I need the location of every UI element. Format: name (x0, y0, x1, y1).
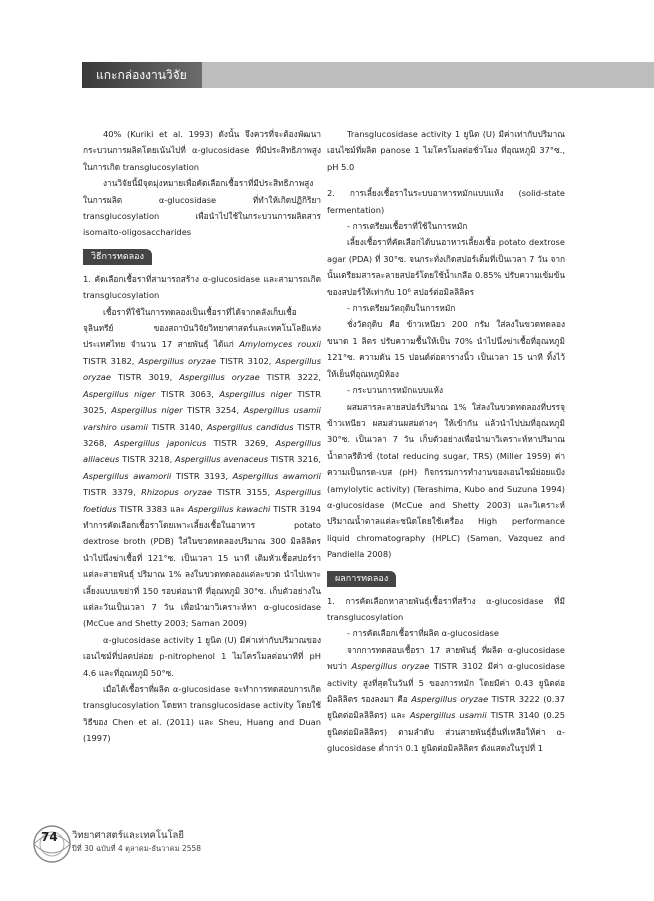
journal-title: วิทยาศาสตร์และเทคโนโลยี (72, 830, 184, 841)
paragraph-results: จากการทดสอบเชื้อรา 17 สายพันธุ์ ที่ผลิต α-glucosidase พบว่า Aspergillus oryzae TISTR 3102 มีค่า α-glucosidase activity สูงที่สุดในวันที่ 5 ของการหมัก โดยมีค่า 0.43 ยูนิตต่อมิลลิลิตร รองลงมา คือ Aspergillus oryzae TISTR 3222 (0.37 ยูนิตต่อมิลลิลิตร) และ Aspergillus usamii TISTR 3140 (0.25 ยูนิตต่อมิลลิลิตร) ตามลำดับ ส่วนสายพันธุ์อื่นที่เหลือให้ค่า α-glucosidase ต่ำกว่า 0.1 ยูนิตต่อมิลลิลิตร ดังแสดงในรูปที่ 1 (327, 644, 566, 754)
journal-logo-icon (30, 822, 74, 866)
right-column (327, 126, 565, 757)
left-column (83, 126, 321, 747)
paragraph: งานวิจัยนี้มีจุดมุ่งหมายเพื่อคัดเลือกเชื้อราที่มีประสิทธิภาพสูงในการผลิต α-glucosidase ที่ทำให้เกิดปฏิกิริยา transglucosylation เพื่อนำไปใช้ในกระบวนการผลิตสาร isomalto-oligosaccharides (83, 178, 321, 238)
subheading: 1. คัดเลือกเชื้อราที่สามารถสร้าง α-glucosidase และสามารถเกิด transglucosylation (83, 273, 321, 301)
paragraph: 40% (Kuriki et al. 1993) ดังนั้น จึงควรที่จะต้องพัฒนากระบวนการผลิตโดยเน้นไปที่ α-glucosidase ที่มีประสิทธิภาพสูงในการเกิด transglucosylation (83, 129, 321, 172)
paragraph: เมื่อได้เชื้อราที่ผลิต α-glucosidase จะทำการทดสอบการเกิด transglucosylation โดยหา transglucosidase activity โดยใช้วิธีของ Chen et al. (2011) และ Sheu, Huang and Duan (1997) (83, 684, 321, 744)
paragraph: เลี้ยงเชื้อราที่คัดเลือกได้บนอาหารเลี้ยงเชื้อ potato dextrose agar (PDA) ที่ 30°ซ. จนกระทั่งเกิดสปอร์เต็มที่เป็นเวลา 7 วัน จากนั้นเตรียมสารละลายสปอร์โดยใช้น้ำเกลือ 0.85% ปรับความเข้มข้นของสปอร์ให้เท่ากับ 10⁶ สปอร์ต่อมิลลิลิตร (327, 237, 565, 297)
bullet: - กระบวนการหมักแบบแห้ง (347, 385, 444, 396)
paragraph: ผสมสารละลายสปอร์ปริมาณ 1% ใส่ลงในขวดทดลองที่บรรจุข้าวเหนียว ผสมส่วนผสมต่างๆ ให้เข้ากัน แล้วนำไปบ่มที่อุณหภูมิ 30°ซ. เป็นเวลา 7 วัน เก็บตัวอย่างเพื่อนำมาวิเคราะห์หาปริมาณน้ำตาลรีดิวซ์ (total reducing sugar, TRS) (Miller 1959) ค่าความเป็นกรด-เบส (pH) กิจกรรมการทำงานของเอนไซม์ย่อยแป้ง (amylolytic activity) (Terashima, Kubo and Suzuna 1994) α-glucosidase (McCue and Shetty 2003) และวิเคราะห์ปริมาณน้ำตาลแต่ละชนิดโดยใช้เครื่อง High performance liquid chromatography (HPLC) (Saman, Vazquez and Pandiella 2008) (327, 401, 565, 560)
bullet: - การเตรียมวัตถุดิบในการหมัก (347, 303, 456, 314)
subheading: 1. การคัดเลือกหาสายพันธุ์เชื้อราที่สร้าง α-glucosidase ที่มี transglucosylation (327, 595, 565, 622)
paragraph: α-glucosidase activity 1 ยูนิต (U) มีค่าเท่ากับปริมาณของเอนไซม์ที่ปลดปล่อย p-nitrophenol 1 ไมโครโมลต่อนาทีที่ pH 4.6 และที่อุณหภูมิ 50°ซ. (83, 634, 321, 678)
journal-issue: ปีที่ 30 ฉบับที่ 4 ตุลาคม-ธันวาคม 2558 (72, 844, 202, 853)
bullet: - การเตรียมเชื้อราที่ใช้ในการหมัก (347, 221, 468, 232)
paragraph-strains: เชื้อราที่ใช้ในการทดลองเป็นเชื้อราที่ได้จากคลังเก็บเชื้อจุลินทรีย์ ของสถาบันวิจัยวิทยาศาสตร์และเทคโนโลยีแห่งประเทศไทย จำนวน 17 สายพันธุ์ ได้แก่ Amylomyces rouxii TISTR 3182, Aspergillus oryzae TISTR 3102, Aspergillus oryzae TISTR 3019, Aspergillus oryzae TISTR 3222, Aspergillus niger TISTR 3063, Aspergillus niger TISTR 3025, Aspergillus niger TISTR 3254, Aspergillus usamii varshiro usamii TISTR 3140, Aspergillus candidus TISTR 3268, Aspergillus japonicus TISTR 3269, Aspergillus alliaceus TISTR 3218, Aspergillus avenaceus TISTR 3216, Aspergillus awamorii TISTR 3193, Aspergillus awamorii TISTR 3379, Rhizopus oryzae TISTR 3155, Aspergillus foetidus TISTR 3383 และ Aspergillus kawachi TISTR 3194 ทำการคัดเลือกเชื้อราโดยเพาะเลี้ยงเชื้อในอาหาร potato dextrose broth (PDB) ใส่ในขวดทดลองปริมาณ 300 มิลลิลิตร นำไปนึ่งฆ่าเชื้อที่ 121°ซ. เป็นเวลา 15 นาที เติมหัวเชื้อสปอร์ราแต่ละสายพันธุ์ ปริมาณ 1% ลงในขวดทดลองแต่ละขวด นำไปเพาะเลี้ยงแบบเขย่าที่ 150 รอบต่อนาที ที่อุณหภูมิ 30°ซ. เก็บตัวอย่างในแต่ละวันเป็นเวลา 7 วัน เพื่อนำมาวิเคราะห์หา α-glucosidase (McCue and Shetty 2003; Saman 2009) (83, 306, 322, 629)
paragraph: Transglucosidase activity 1 ยูนิต (U) มีค่าเท่ากับปริมาณเอนไซม์ที่ผลิต panose 1 ไมโครโมลต่อชั่วโมง ที่อุณหภูมิ 37°ซ., pH 5.0 (327, 129, 565, 172)
paragraph: ชั่งวัตถุดิบ คือ ข้าวเหนียว 200 กรัม ใส่ลงในขวดทดลองขนาด 1 ลิตร ปรับความชื้นให้เป็น 70% นำไปนึ่งฆ่าเชื้อที่อุณหภูมิ 121°ซ. ความดัน 15 ปอนด์ต่อตารางนิ้ว เป็นเวลา 15 นาที ทิ้งไว้ให้เย็นที่อุณหภูมิห้อง (327, 319, 565, 379)
section-heading-results: ผลการทดลอง (327, 571, 396, 587)
section-heading-methods: วิธีการทดลอง (83, 249, 152, 265)
subheading: 2. การเลี้ยงเชื้อราในระบบอาหารหมักแบบแห้ง (solid-state fermentation) (327, 188, 565, 215)
section-header-title: แกะกล่องงานวิจัย (96, 68, 187, 82)
page-number: 74 (41, 830, 58, 844)
bullet: - การคัดเลือกเชื้อราที่ผลิต α-glucosidase (347, 628, 499, 639)
